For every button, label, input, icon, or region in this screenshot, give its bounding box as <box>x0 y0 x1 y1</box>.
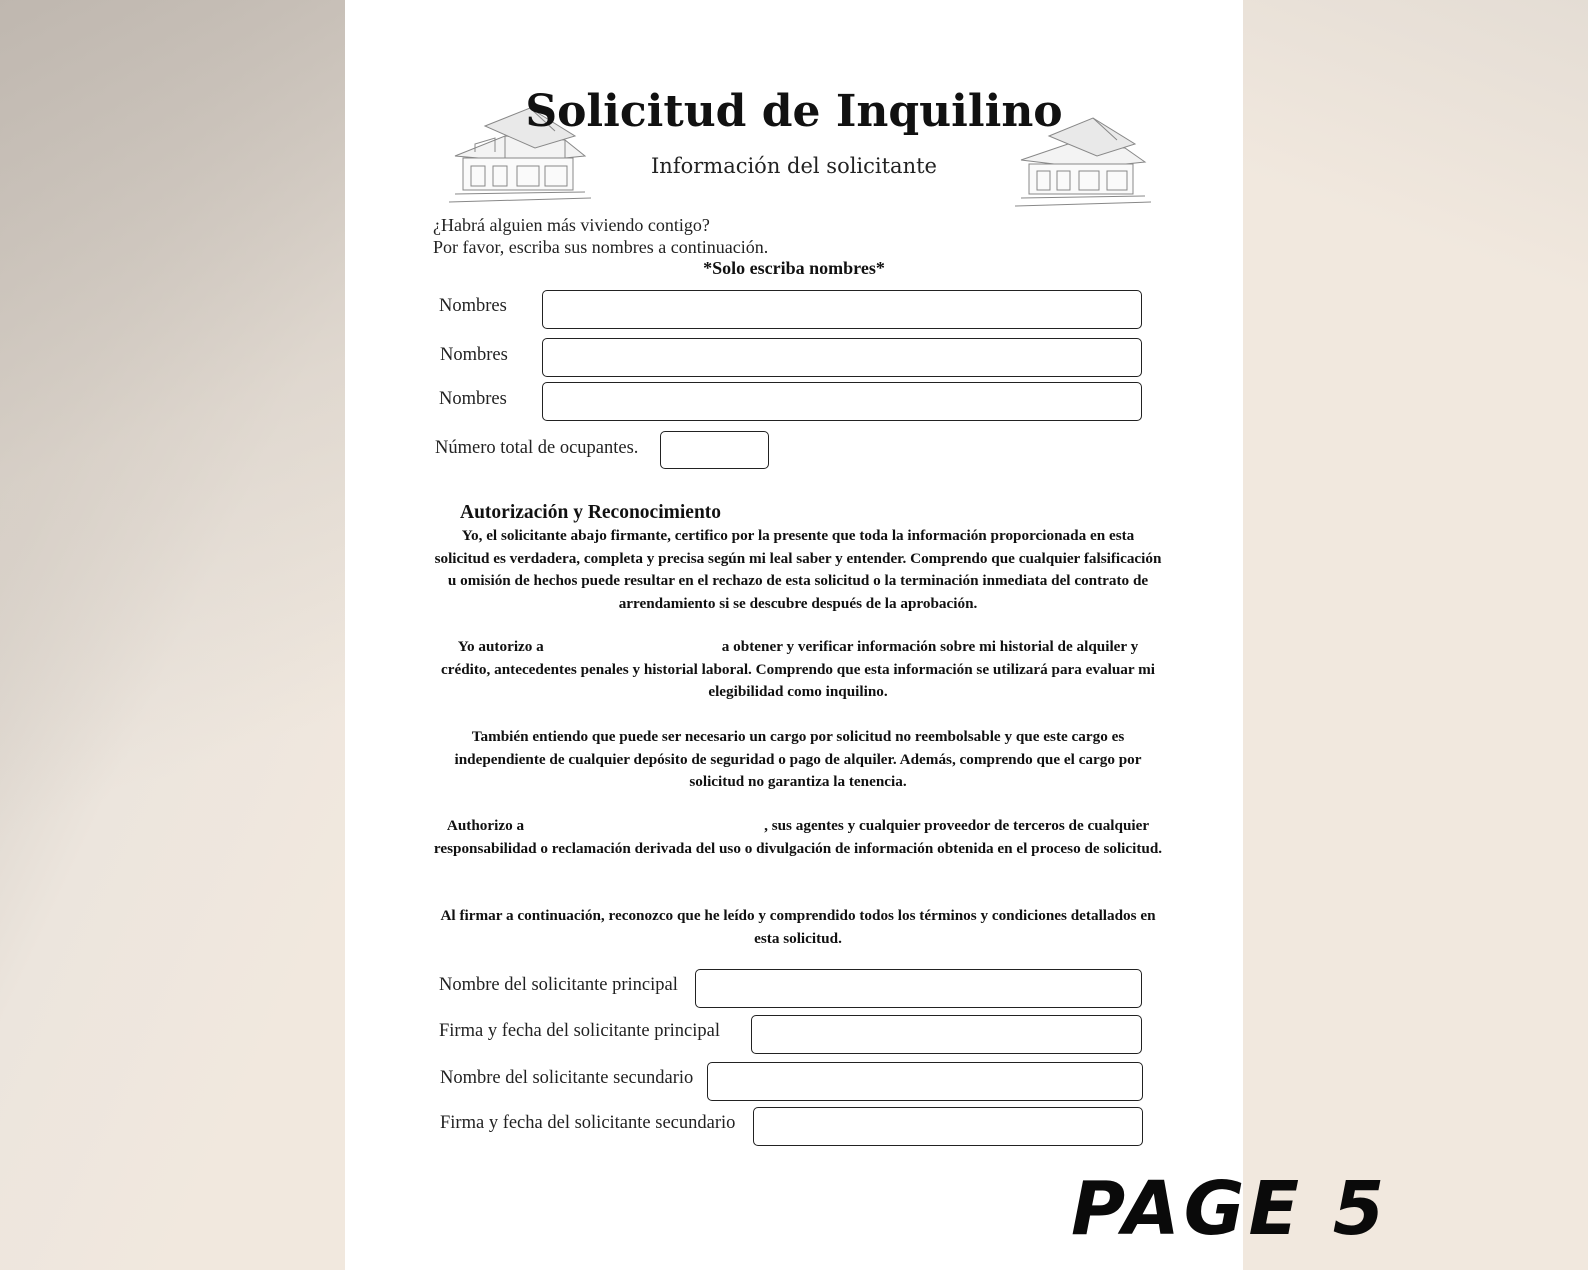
fee-paragraph: También entiendo que puede ser necesario un cargo por solicitud no reembolsable y que este cargo es independiente de cualquier depósito de seguridad o pago de alquiler. Además, comprendo que el cargo por solicitud no garantiza la tenencia. <box>454 728 1142 790</box>
acknowledgement-paragraph: Al firmar a continuación, reconozco que he leído y comprendido todos los términos y condiciones detallados en esta solicitud. <box>440 907 1156 947</box>
secondary-signature-field[interactable] <box>753 1107 1143 1146</box>
occupant-name-field[interactable] <box>542 290 1142 329</box>
authorize-rest-text: a obtener y verificar información sobre mi historial de alquiler y crédito, antecedentes penales y historial laboral. Comprendo que esta información se utilizará para evaluar mi elegibilidad como inquilino. <box>440 638 1156 700</box>
occupant-name-field[interactable] <box>542 338 1142 377</box>
primary-signature-label: Firma y fecha del solicitante principal <box>439 1021 720 1041</box>
page-number-badge: PAGE 5 <box>1071 1166 1389 1252</box>
released-party-blank[interactable] <box>524 815 764 838</box>
certification-paragraph: Yo, el solicitante abajo firmante, certifico por la presente que toda la información proporcionada en esta solicitud es verdadera, completa y precisa según mi leal saber y entender. Comprendo que cualquier falsificación u omisión de hechos puede resultar en el rechazo de esta solicitud o la terminación inmediata del contrato de arrendamiento si se descubre después de la aprobación. <box>434 527 1162 612</box>
document-page <box>345 0 1243 1270</box>
intro-question: ¿Habrá alguien más viviendo contigo? <box>433 215 710 235</box>
background-shadow-left <box>0 0 350 1270</box>
intro-instruction: Por favor, escriba sus nombres a continuación. <box>433 237 769 257</box>
occupant-name-label: Nombres <box>440 345 508 365</box>
document-subtitle: Información del solicitante <box>651 154 937 178</box>
names-only-note: *Solo escriba nombres* <box>703 258 885 278</box>
release-rest-text: , sus agentes y cualquier proveedor de terceros de cualquier responsabilidad o reclamación derivada del uso o divulgación de información obtenida en el proceso de solicitud. <box>433 817 1163 857</box>
authorization-title: Autorización y Reconocimiento <box>460 502 722 523</box>
authorized-party-blank[interactable] <box>544 636 722 659</box>
primary-name-field[interactable] <box>695 969 1142 1008</box>
secondary-name-field[interactable] <box>707 1062 1143 1101</box>
authorize-lead-text: Yo autorizo a <box>457 638 544 655</box>
secondary-signature-label: Firma y fecha del solicitante secundario <box>440 1113 736 1133</box>
authorization-paragraph <box>433 636 1163 704</box>
primary-name-label: Nombre del solicitante principal <box>439 975 678 995</box>
total-occupants-field[interactable] <box>660 431 769 469</box>
secondary-name-label: Nombre del solicitante secundario <box>440 1068 694 1088</box>
background-shadow-right <box>1228 0 1588 300</box>
occupant-name-field[interactable] <box>542 382 1142 421</box>
total-occupants-label: Número total de ocupantes. <box>435 438 639 458</box>
primary-signature-field[interactable] <box>751 1015 1142 1054</box>
intro-text <box>433 214 768 258</box>
release-paragraph <box>433 815 1163 860</box>
occupant-name-label: Nombres <box>439 296 507 316</box>
occupant-name-label: Nombres <box>439 389 507 409</box>
document-title: Solicitud de Inquilino <box>525 86 1063 137</box>
release-lead-text: Authorizo a <box>446 817 525 834</box>
